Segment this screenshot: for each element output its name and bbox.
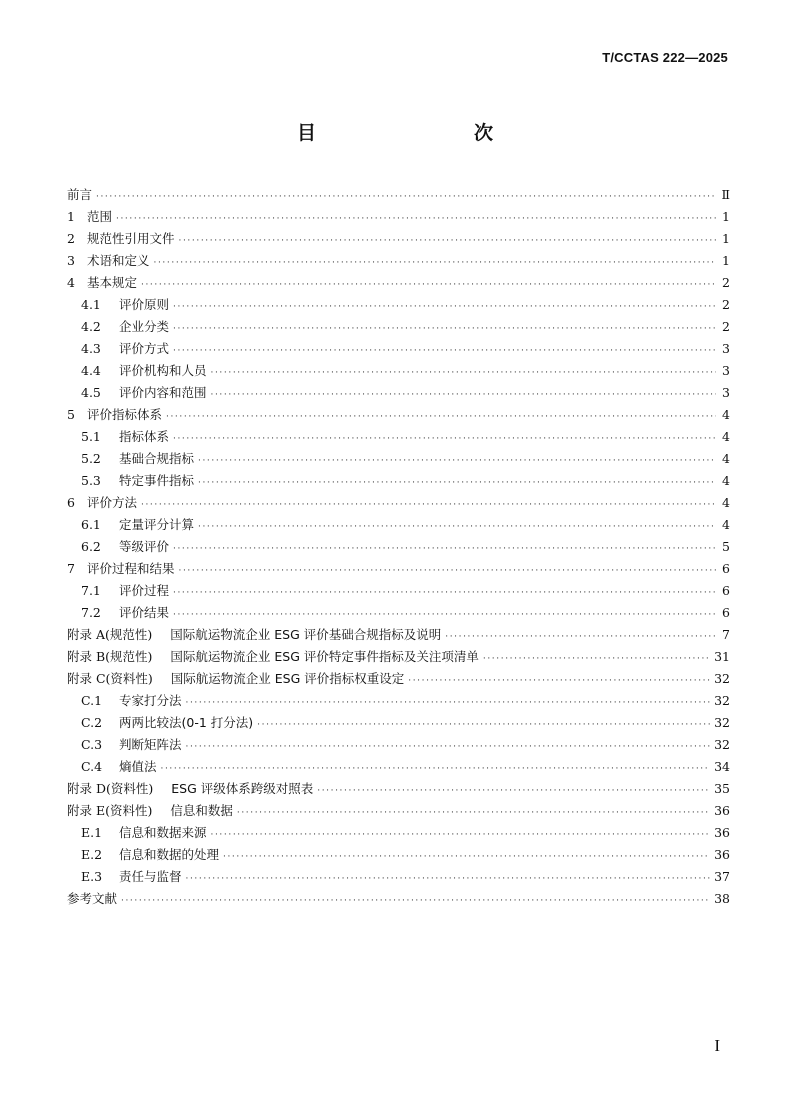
toc-entry-page: 4 (722, 495, 730, 510)
toc-leader-dots (198, 516, 716, 538)
toc-entry-page: 4 (722, 451, 730, 466)
toc-leader-dots (173, 296, 716, 318)
toc-entry-page: Ⅱ (721, 187, 730, 202)
toc-entry-title: 国际航运物流企业 ESG 评价特定事件指标及关注项清单 (170, 649, 479, 664)
toc-entry[interactable] (67, 206, 730, 228)
toc-entry-title: 基本规定 (87, 275, 138, 290)
toc-entry-number: 5.3 (81, 473, 101, 488)
toc-entry-title: 熵值法 (119, 759, 157, 774)
toc-entry-page: 35 (714, 781, 730, 796)
toc-entry-page: 3 (722, 385, 730, 400)
toc-leader-dots (211, 824, 711, 846)
toc-leader-dots (173, 604, 716, 626)
toc-entry-page: 1 (722, 209, 730, 224)
page-number: I (714, 1036, 720, 1055)
toc-leader-dots (408, 670, 710, 692)
toc-entry[interactable] (67, 580, 730, 602)
toc-entry[interactable] (67, 250, 730, 272)
toc-entry-title: 评价过程和结果 (87, 561, 175, 576)
toc-entry-number: 4.1 (81, 297, 101, 312)
toc-entry-number: E.1 (81, 825, 103, 840)
toc-entry-number: 6 (67, 495, 75, 510)
toc-entry-number: 5.1 (81, 429, 101, 444)
toc-entry[interactable] (67, 800, 730, 822)
toc-entry[interactable] (67, 646, 730, 668)
toc-entry-number: 附录 C(资料性) (67, 671, 153, 686)
toc-entry-title: 判断矩阵法 (119, 737, 182, 752)
toc-entry-title: 术语和定义 (87, 253, 150, 268)
toc-leader-dots (445, 626, 716, 648)
toc-leader-dots (173, 340, 716, 362)
toc-entry-number: 7.2 (81, 605, 101, 620)
toc-entry-page: 7 (722, 627, 730, 642)
toc-entry-page: 32 (714, 671, 730, 686)
toc-leader-dots (154, 252, 716, 274)
toc-leader-dots (161, 758, 711, 780)
toc-leader-dots (141, 274, 716, 296)
toc-entry-number: 4.4 (81, 363, 101, 378)
toc-entry-title: 评价指标体系 (87, 407, 163, 422)
toc-entry[interactable] (67, 382, 730, 404)
toc-entry-title: 信息和数据 (170, 803, 233, 818)
toc-entry-title: 等级评价 (119, 539, 170, 554)
toc-entry-title: 信息和数据的处理 (119, 847, 220, 862)
toc-entry-number: 5 (67, 407, 75, 422)
toc-entry[interactable] (67, 624, 730, 646)
toc-leader-dots (186, 868, 711, 890)
toc-entry[interactable] (67, 272, 730, 294)
toc-leader-dots (116, 208, 716, 230)
toc-entry-number: 4 (67, 275, 75, 290)
toc-leader-dots (173, 428, 716, 450)
toc-entry-page: 32 (714, 737, 730, 752)
toc-entry-number: 4.3 (81, 341, 101, 356)
toc-leader-dots (198, 450, 716, 472)
toc-leader-dots (179, 230, 716, 252)
toc-entry-page: 32 (714, 693, 730, 708)
table-of-contents (67, 184, 730, 910)
toc-entry-number: C.2 (81, 715, 103, 730)
toc-entry[interactable] (67, 448, 730, 470)
toc-entry-title: 评价结果 (119, 605, 170, 620)
toc-leader-dots (198, 472, 716, 494)
toc-entry-page: 38 (714, 891, 730, 906)
document-code: T/CCTAS 222—2025 (602, 50, 728, 65)
toc-entry-page: 2 (722, 275, 730, 290)
toc-leader-dots (173, 538, 716, 560)
toc-entry-title: 特定事件指标 (119, 473, 195, 488)
toc-entry-title: 规范性引用文件 (87, 231, 175, 246)
toc-entry[interactable] (67, 844, 730, 866)
toc-entry-title: 责任与监督 (119, 869, 182, 884)
toc-entry-page: 4 (722, 407, 730, 422)
toc-entry-number: 1 (67, 209, 75, 224)
toc-entry[interactable] (67, 734, 730, 756)
toc-entry[interactable] (67, 404, 730, 426)
toc-entry-page: 4 (722, 517, 730, 532)
toc-leader-dots (483, 648, 710, 670)
toc-entry-title: 企业分类 (119, 319, 170, 334)
toc-entry-title: ESG 评级体系跨级对照表 (171, 781, 314, 796)
toc-entry-page: 6 (722, 605, 730, 620)
toc-entry-page: 5 (722, 539, 730, 554)
toc-entry[interactable] (67, 360, 730, 382)
toc-entry-number: 7.1 (81, 583, 101, 598)
toc-entry-page: 32 (714, 715, 730, 730)
toc-entry-number: C.3 (81, 737, 103, 752)
toc-entry-number: C.1 (81, 693, 103, 708)
toc-entry-page: 4 (722, 473, 730, 488)
toc-entry-title: 前言 (67, 187, 93, 202)
toc-entry[interactable] (67, 536, 730, 558)
toc-entry-page: 1 (722, 231, 730, 246)
toc-entry-title: 参考文献 (67, 891, 118, 906)
toc-entry-title: 定量评分计算 (119, 517, 195, 532)
toc-entry-page: 2 (722, 319, 730, 334)
toc-entry-number: 附录 D(资料性) (67, 781, 154, 796)
toc-entry[interactable] (67, 822, 730, 844)
toc-entry-title: 国际航运物流企业 ESG 评价指标权重设定 (170, 671, 405, 686)
toc-entry-number: E.3 (81, 869, 103, 884)
toc-entry[interactable] (67, 514, 730, 536)
toc-entry-number: C.4 (81, 759, 103, 774)
toc-entry-page: 3 (722, 363, 730, 378)
page-title: 目 次 (296, 122, 533, 144)
toc-entry-page: 2 (722, 297, 730, 312)
toc-entry[interactable] (67, 712, 730, 734)
toc-leader-dots (173, 582, 716, 604)
toc-leader-dots (317, 780, 710, 802)
toc-entry-page: 36 (714, 803, 730, 818)
toc-entry[interactable] (67, 866, 730, 888)
toc-entry-title: 评价机构和人员 (119, 363, 207, 378)
toc-entry[interactable] (67, 316, 730, 338)
toc-entry-number: 4.2 (81, 319, 101, 334)
toc-entry[interactable] (67, 470, 730, 492)
toc-entry-page: 34 (714, 759, 730, 774)
toc-entry-title: 评价原则 (119, 297, 170, 312)
toc-entry-number: 6.1 (81, 517, 101, 532)
toc-leader-dots (121, 890, 710, 912)
toc-leader-dots (211, 384, 716, 406)
toc-entry[interactable] (67, 690, 730, 712)
toc-entry[interactable] (67, 888, 730, 910)
toc-entry-number: 5.2 (81, 451, 101, 466)
toc-entry-page: 3 (722, 341, 730, 356)
toc-entry-title: 指标体系 (119, 429, 170, 444)
toc-entry[interactable] (67, 228, 730, 250)
toc-leader-dots (96, 186, 716, 208)
toc-entry-page: 6 (722, 583, 730, 598)
toc-entry-title: 评价过程 (119, 583, 170, 598)
toc-entry-title: 范围 (87, 209, 113, 224)
toc-entry[interactable] (67, 426, 730, 448)
toc-entry-title: 两两比较法(0-1 打分法) (119, 715, 254, 730)
toc-entry-page: 6 (722, 561, 730, 576)
toc-entry-title: 国际航运物流企业 ESG 评价基础合规指标及说明 (170, 627, 442, 642)
toc-entry-page: 36 (714, 825, 730, 840)
toc-entry[interactable] (67, 602, 730, 624)
toc-entry-title: 评价内容和范围 (119, 385, 207, 400)
toc-entry-title: 评价方法 (87, 495, 138, 510)
toc-entry-number: 2 (67, 231, 75, 246)
toc-leader-dots (237, 802, 710, 824)
toc-entry-number: 附录 B(规范性) (67, 649, 153, 664)
toc-entry-page: 37 (714, 869, 730, 884)
toc-entry[interactable] (67, 184, 730, 206)
toc-entry-title: 基础合规指标 (119, 451, 195, 466)
toc-entry-page: 36 (714, 847, 730, 862)
toc-entry[interactable] (67, 338, 730, 360)
toc-entry[interactable] (67, 558, 730, 580)
toc-entry-number: E.2 (81, 847, 103, 862)
toc-entry-page: 1 (722, 253, 730, 268)
toc-entry-title: 专家打分法 (119, 693, 182, 708)
toc-entry-number: 附录 A(规范性) (67, 627, 153, 642)
toc-leader-dots (179, 560, 716, 582)
toc-entry-page: 31 (714, 649, 730, 664)
toc-entry[interactable] (67, 668, 730, 690)
toc-leader-dots (223, 846, 710, 868)
toc-leader-dots (257, 714, 710, 736)
toc-leader-dots (166, 406, 716, 428)
toc-leader-dots (186, 736, 711, 758)
toc-entry-number: 3 (67, 253, 75, 268)
toc-entry-number: 4.5 (81, 385, 101, 400)
toc-entry-number: 7 (67, 561, 75, 576)
toc-entry-title: 信息和数据来源 (119, 825, 207, 840)
toc-leader-dots (173, 318, 716, 340)
toc-entry[interactable] (67, 492, 730, 514)
toc-entry-number: 附录 E(资料性) (67, 803, 153, 818)
toc-leader-dots (186, 692, 711, 714)
toc-leader-dots (211, 362, 716, 384)
toc-entry-title: 评价方式 (119, 341, 170, 356)
toc-entry-page: 4 (722, 429, 730, 444)
toc-entry[interactable] (67, 294, 730, 316)
toc-leader-dots (141, 494, 716, 516)
toc-entry-number: 6.2 (81, 539, 101, 554)
toc-entry[interactable] (67, 778, 730, 800)
toc-entry[interactable] (67, 756, 730, 778)
